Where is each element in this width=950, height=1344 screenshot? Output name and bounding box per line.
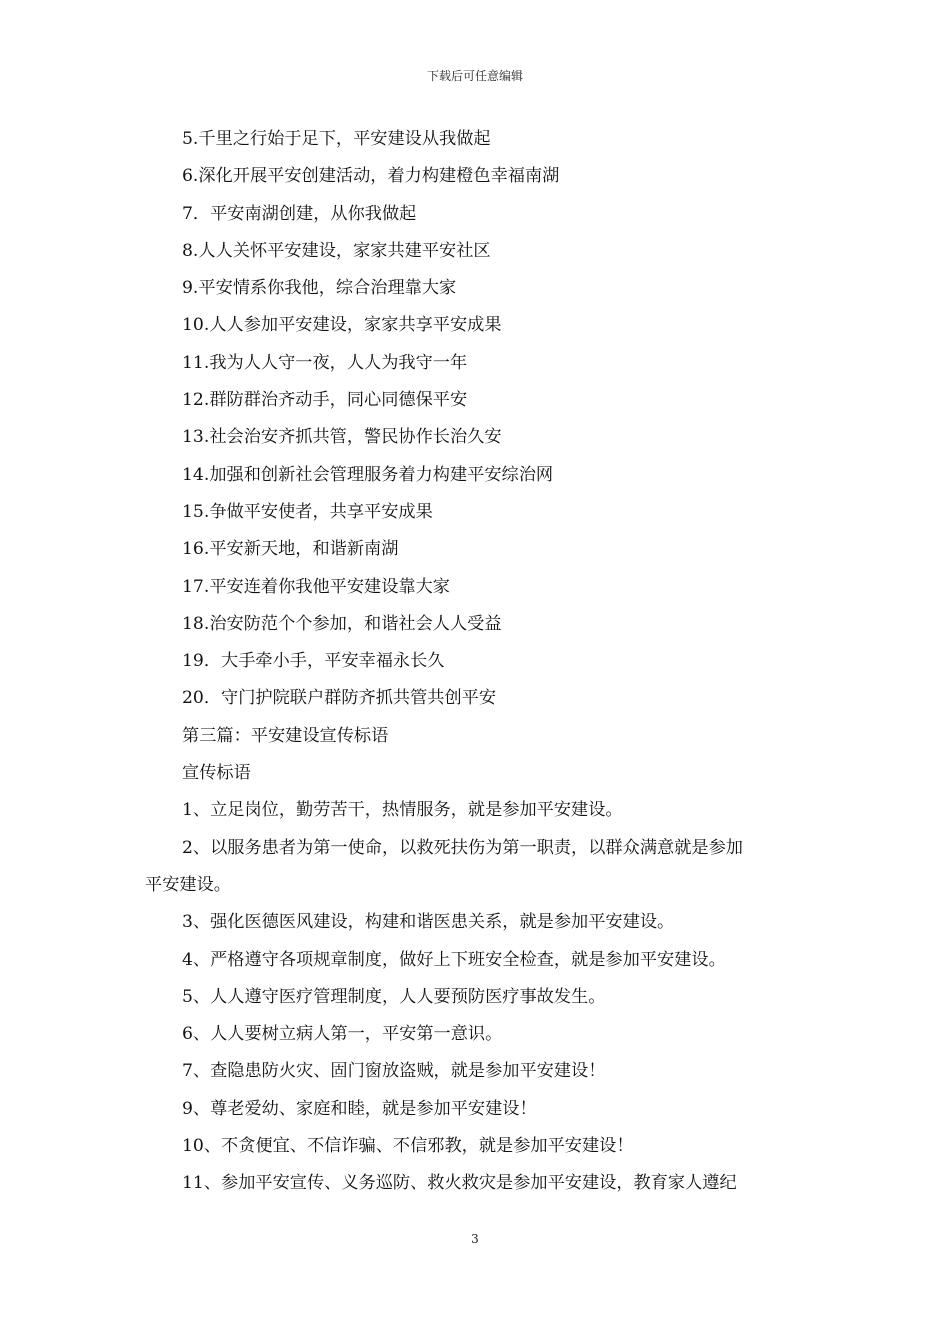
- text-line: 10、不贪便宜、不信诈骗、不信邪教，就是参加平安建设！: [182, 1136, 634, 1157]
- text-line: 7、查隐患防火灾、固门窗放盗贼，就是参加平安建设！: [182, 1061, 606, 1082]
- text-line: 7．平安南湖创建，从你我做起: [182, 203, 417, 224]
- text-line: 3、强化医德医风建设，构建和谐医患关系，就是参加平安建设。: [182, 912, 675, 933]
- section-heading: 第三篇：平安建设宣传标语: [182, 725, 389, 746]
- text-line: 15.争做平安使者，共享平安成果: [182, 501, 433, 522]
- text-line: 5.千里之行始于足下，平安建设从我做起: [182, 129, 491, 149]
- text-line: 2、以服务患者为第一使命，以救死扶伤为第一职责，以群众满意就是参加: [182, 837, 743, 858]
- text-line: 12.群防群治齐动手，同心同德保平安: [182, 390, 468, 411]
- text-line: 5、人人遵守医疗管理制度，人人要预防医疗事故发生。: [182, 986, 606, 1007]
- text-line: 14.加强和创新社会管理服务着力构建平安综治网: [182, 464, 554, 485]
- text-line: 16.平安新天地，和谐新南湖: [182, 539, 399, 560]
- text-line: 10.人人参加平安建设，家家共享平安成果: [182, 315, 502, 336]
- text-line: 11、参加平安宣传、义务巡防、救火救灾是参加平安建设，教育家人遵纪: [182, 1173, 737, 1194]
- text-line: 17.平安连着你我他平安建设靠大家: [182, 576, 450, 597]
- page-header: 下载后可任意编辑: [426, 69, 523, 83]
- text-line: 19．大手牵小手，平安幸福永长久: [182, 651, 445, 672]
- text-line: 11.我为人人守一夜，人人为我守一年: [182, 352, 468, 373]
- page-number: 3: [471, 1232, 479, 1246]
- text-line: 13.社会治安齐抓共管，警民协作长治久安: [182, 427, 502, 448]
- text-line: 20．守门护院联户群防齐抓共管共创平安: [182, 688, 497, 709]
- text-line: 6.深化开展平安创建活动，着力构建橙色幸福南湖: [182, 166, 560, 187]
- text-line: 18.治安防范个个参加，和谐社会人人受益: [182, 613, 502, 634]
- text-line-continuation: 平安建设。: [145, 874, 231, 895]
- section-subheading: 宣传标语: [182, 763, 251, 784]
- document-body: [145, 121, 810, 1203]
- text-line: 4、严格遵守各项规章制度，做好上下班安全检查，就是参加平安建设。: [182, 949, 726, 970]
- text-line: 9、尊老爱幼、家庭和睦，就是参加平安建设！: [182, 1098, 537, 1119]
- text-line: 1、立足岗位，勤劳苦干，热情服务，就是参加平安建设。: [182, 800, 623, 821]
- text-line: 8.人人关怀平安建设，家家共建平安社区: [182, 240, 491, 261]
- text-line: 9.平安情系你我他，综合治理靠大家: [182, 278, 457, 299]
- text-line: 6、人人要树立病人第一，平安第一意识。: [182, 1024, 503, 1045]
